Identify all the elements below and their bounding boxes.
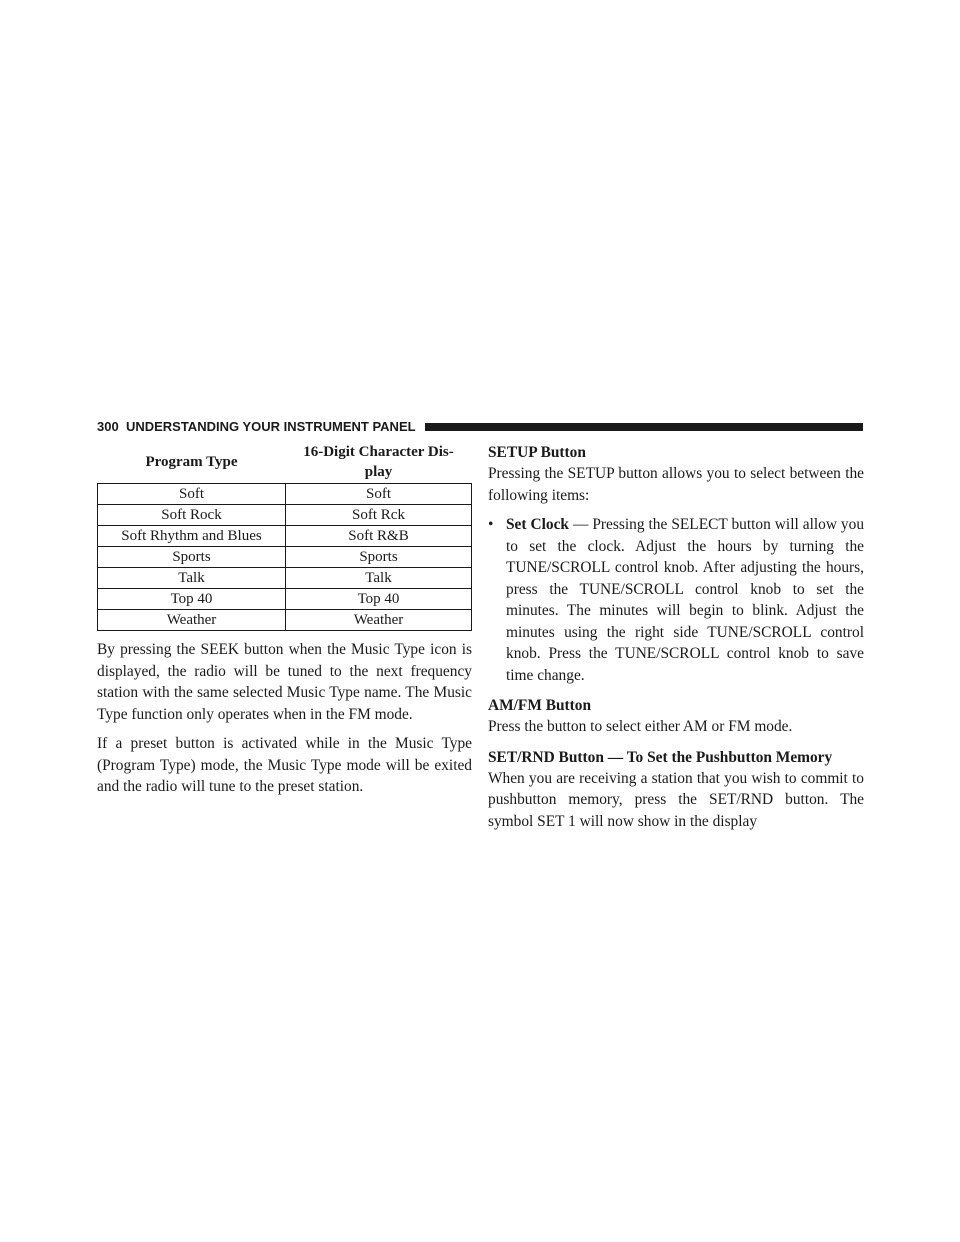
table-row [98, 568, 472, 589]
table-cell: Weather [98, 610, 286, 631]
set-clock-text [506, 514, 864, 686]
table-cell: Soft [286, 484, 472, 505]
table-header-program-type: Program Type [98, 442, 286, 484]
header-text [97, 418, 416, 436]
table-cell: Top 40 [286, 589, 472, 610]
table-cell: Soft Rock [98, 505, 286, 526]
section-title: UNDERSTANDING YOUR INSTRUMENT PANEL [125, 419, 416, 434]
setup-heading: SETUP Button [488, 444, 586, 461]
setrnd-heading: SET/RND Button — To Set the Pushbutton Memory [488, 748, 833, 766]
seek-paragraph: By pressing the SEEK button when the Music Type icon is displayed, the radio will be tuned to the next frequency station with the same selected Music Type name. The Music Type function only operates when in the FM mode. [97, 641, 472, 723]
setup-items-list [488, 514, 864, 686]
table-cell: Top 40 [98, 589, 286, 610]
table-cell: Soft Rck [286, 505, 472, 526]
table-cell: Sports [98, 547, 286, 568]
set-clock-description: — Pressing the SELECT button will allow you to set the clock. Adjust the hours by turning the TUNE/SCROLL control knob. After adjusting the hours, press the TUNE/SCROLL control knob to set the minutes. The minutes will begin to blink. Adjust the minutes using the right side TUNE/SCROLL control knob. Press the TUNE/SCROLL control knob to save time change. [506, 516, 865, 684]
table-cell: Talk [286, 568, 472, 589]
bullet-icon: • [488, 516, 494, 533]
amfm-heading: AM/FM Button [488, 697, 592, 714]
table-cell: Soft Rhythm and Blues [98, 526, 286, 547]
left-column [97, 442, 472, 798]
list-item-set-clock [488, 514, 864, 686]
table-cell: Talk [98, 568, 286, 589]
table-cell: Sports [286, 547, 472, 568]
table-row [98, 589, 472, 610]
table-row [98, 484, 472, 505]
table-header-character-display: 16-Digit Character Dis- play [286, 442, 472, 484]
table-row [98, 547, 472, 568]
table-row [98, 505, 472, 526]
table-cell: Soft R&B [286, 526, 472, 547]
page-number: 300 [97, 419, 119, 434]
program-type-table [97, 442, 472, 631]
table-header-row [98, 442, 472, 484]
table-row [98, 610, 472, 631]
setrnd-text: When you are receiving a station that you wish to commit to pushbutton memory, press the SET/RND button. The symbol SET 1 will now show in the display [488, 769, 864, 830]
page-header [97, 418, 863, 436]
header-rule [425, 423, 863, 431]
table-cell: Weather [286, 610, 472, 631]
set-clock-label: Set Clock [506, 516, 569, 533]
amfm-text: Press the button to select either AM or FM mode. [488, 718, 793, 735]
right-column [488, 442, 864, 832]
table-cell: Soft [98, 484, 286, 505]
table-row [98, 526, 472, 547]
preset-paragraph: If a preset button is activated while in the Music Type (Program Type) mode, the Music Type mode will be exited and the radio will tune to the preset station. [97, 735, 472, 795]
setup-intro: Pressing the SETUP button allows you to select between the following items: [488, 465, 864, 504]
